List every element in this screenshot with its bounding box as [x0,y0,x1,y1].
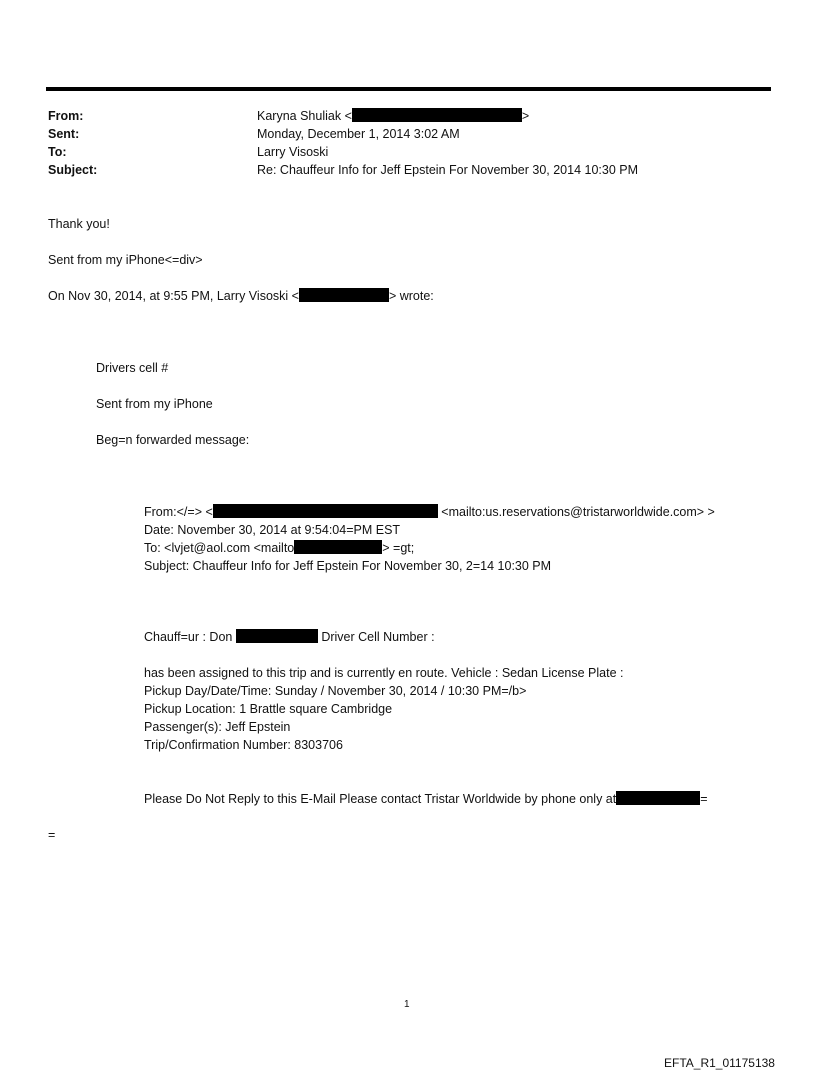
assigned-line: has been assigned to this trip and is currently en route. Vehicle : Sedan License Plate : [144,666,624,680]
fwd-from-mailto: <mailto:us.reservations@tristarworldwide.com> > [441,505,715,519]
redaction-bar [299,288,389,302]
document-id: EFTA_R1_01175138 [664,1056,775,1070]
do-not-reply-line [144,790,708,808]
redaction-bar [352,108,522,122]
begin-forwarded: Beg=n forwarded message: [96,433,250,447]
chauffeur-line [144,628,435,646]
to-value: Larry Visoski [257,145,329,159]
sent-from-line: Sent from my iPhone<=div> [48,253,203,267]
subject-label: Subject: [48,163,98,177]
from-value: Karyna Shuliak [257,109,342,123]
fwd-to-line [144,539,414,557]
on-date-line [48,287,434,305]
on-date-lt: < [291,289,299,303]
pickup-day-line: Pickup Day/Date/Time: Sunday / November 30, 2014 / 10:30 PM=/b> [144,684,527,698]
sent-label: Sent: [48,127,80,141]
from-value-line [257,107,529,125]
page-number: 1 [404,999,410,1010]
fwd-subject-line: Subject: Chauffeur Info for Jeff Epstein For November 30, 2=14 10:30 PM [144,559,552,573]
redaction-bar [294,540,382,554]
header-rule [46,87,771,91]
to-label: To: [48,145,67,159]
fwd-from-line [144,503,715,521]
fwd-from-lt: < [205,505,213,519]
passengers-line: Passenger(s): Jeff Epstein [144,720,291,734]
confirmation-line: Trip/Confirmation Number: 8303706 [144,738,343,752]
thanks-line: Thank you! [48,217,110,231]
from-lt: < [344,109,352,123]
do-not-reply-text: Please Do Not Reply to this E-Mail Please contact Tristar Worldwide by phone only at [144,792,617,806]
redaction-bar [236,629,318,643]
fwd-to-suffix: > =gt; [382,541,415,555]
drivers-cell-line: Drivers cell # [96,361,169,375]
trailing-equals: = [48,828,56,842]
sent-value: Monday, December 1, 2014 3:02 AM [257,127,460,141]
on-date-prefix: On Nov 30, 2014, at 9:55 PM, Larry Visoski [48,289,289,303]
from-label: From: [48,109,84,123]
redaction-bar [213,504,438,518]
subject-value: Re: Chauffeur Info for Jeff Epstein For November 30, 2014 10:30 PM [257,163,638,177]
do-not-reply-end: = [700,792,708,806]
chauffeur-prefix: Chauff=ur : Don [144,630,233,644]
chauffeur-suffix: Driver Cell Number : [321,630,435,644]
quoted-sent-from: Sent from my iPhone [96,397,213,411]
redaction-bar [616,791,700,805]
fwd-date-line: Date: November 30, 2014 at 9:54:04=PM EST [144,523,401,537]
from-gt: > [521,109,530,123]
fwd-from-prefix: From:</=> [144,505,203,519]
fwd-to-prefix: To: <lvjet@aol.com <mailto [144,541,295,555]
on-date-suffix: > wrote: [388,289,434,303]
pickup-location-line: Pickup Location: 1 Brattle square Cambridge [144,702,393,716]
